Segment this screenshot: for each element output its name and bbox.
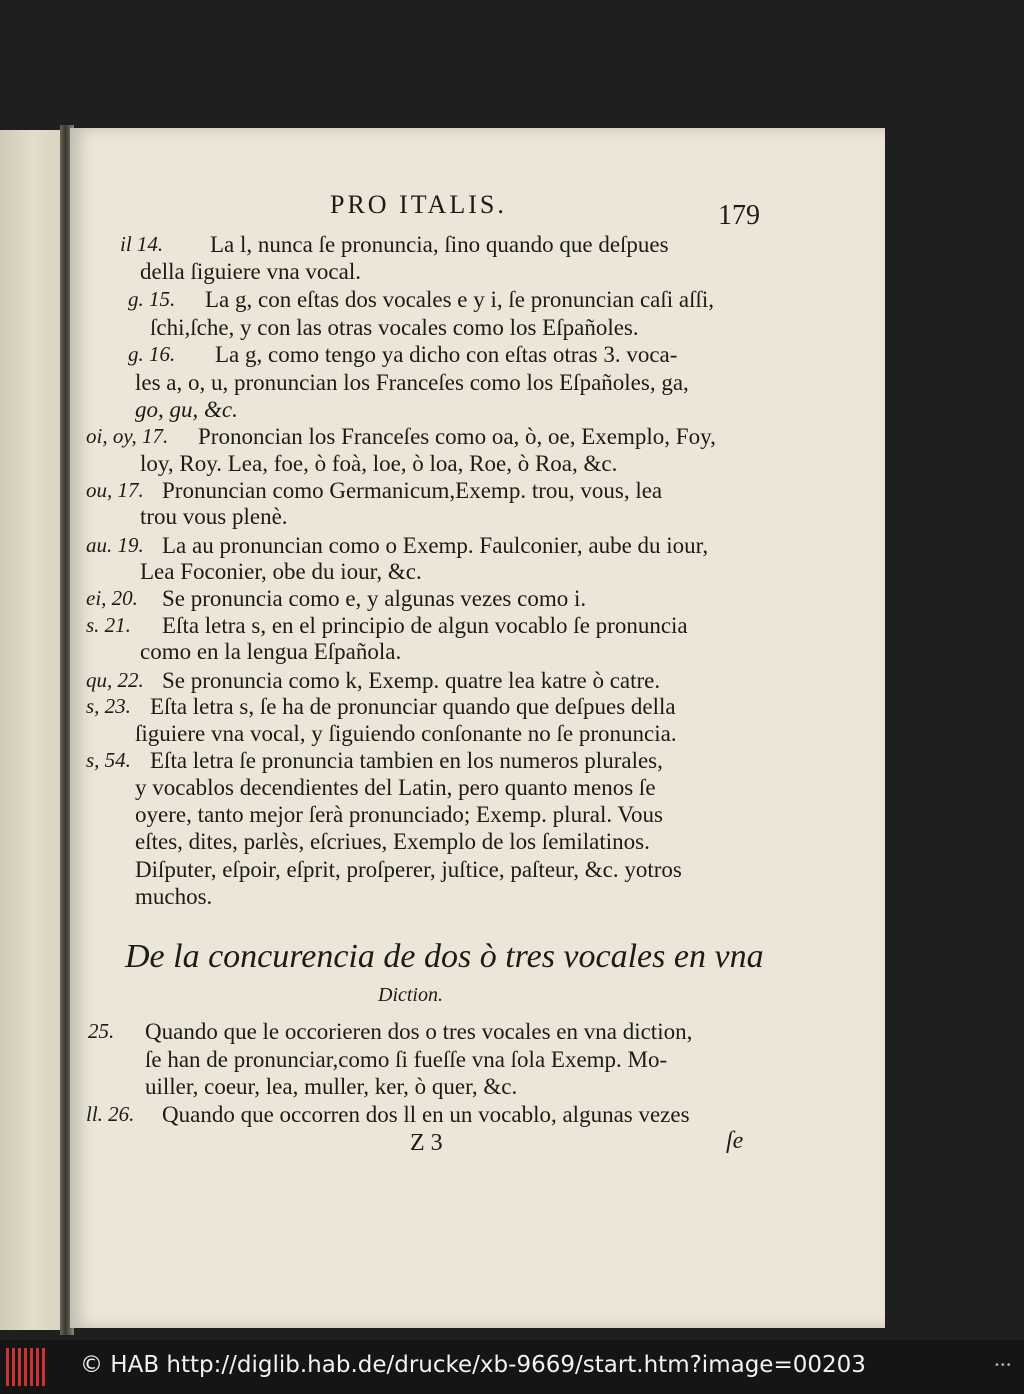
signature-mark: Z 3 xyxy=(410,1130,443,1156)
margin-note: s, 54. xyxy=(86,748,131,772)
margin-note: ll. 26. xyxy=(86,1102,135,1126)
text-line: trou vous plenè. xyxy=(140,504,288,529)
section-subtitle: Diction. xyxy=(378,984,443,1006)
text-line: Se pronuncia como e, y algunas vezes como i. xyxy=(162,586,587,611)
hab-logo-icon xyxy=(6,1348,46,1386)
text-line: Lea Foconier, obe du iour, &c. xyxy=(140,559,422,584)
text-line: Eſta letra ſe pronuncia tambien en los numeros plurales, xyxy=(150,748,663,773)
page-number: 179 xyxy=(718,200,760,231)
margin-note: ei, 20. xyxy=(86,586,138,610)
margin-note: au. 19. xyxy=(86,533,144,557)
margin-note: ou, 17. xyxy=(86,478,144,502)
text-line: les a, o, u, pronuncian los Franceſes como los Eſpañoles, ga, xyxy=(135,370,689,395)
text-line: La g, como tengo ya dicho con eſtas otras 3. voca- xyxy=(215,342,678,367)
text-line: della ſiguiere vna vocal. xyxy=(140,259,361,284)
text-line: oyere, tanto mejor ſerà pronunciado; Exemp. plural. Vous xyxy=(135,802,664,827)
text-line: Pronuncian como Germanicum,Exemp. trou, vous, lea xyxy=(162,478,663,503)
text-line: uiller, coeur, lea, muller, ker, ò quer, &c. xyxy=(145,1074,518,1099)
text-line: Se pronuncia como k, Exemp. quatre lea katre ò catre. xyxy=(162,668,661,693)
margin-note: g. 15. xyxy=(128,287,176,311)
footer-bar xyxy=(0,1340,1024,1394)
text-line: como en la lengua Eſpañola. xyxy=(140,639,402,664)
running-head: PRO ITALIS. xyxy=(330,190,507,219)
margin-note: il 14. xyxy=(120,232,164,256)
page-text xyxy=(70,128,885,1328)
copyright-link[interactable]: © HAB http://diglib.hab.de/drucke/xb-9669/start.htm?image=00203 xyxy=(80,1352,866,1378)
margin-note: s. 21. xyxy=(86,613,131,637)
text-line: La g, con eſtas dos vocales e y i, ſe pronuncian caſi aſſi, xyxy=(205,287,715,312)
section-title: De la concurencia de dos ò tres vocales en vna xyxy=(125,938,764,975)
text-line: Quando que occorren dos ll en un vocablo, algunas vezes xyxy=(162,1102,690,1127)
text-line: La au pronuncian como o Exemp. Faulconier, aube du iour, xyxy=(162,533,709,558)
previous-page-edge xyxy=(0,130,66,1330)
text-line: Eſta letra s, en el principio de algun vocablo ſe pronuncia xyxy=(162,613,688,638)
text-line: y vocablos decendientes del Latin, pero quanto menos ſe xyxy=(135,775,656,800)
text-line: eſtes, dites, parlès, eſcriues, Exemplo de los ſemilatinos. xyxy=(135,829,650,854)
text-line: ſe han de pronunciar,como ſi fueſſe vna ſola Exemp. Mo- xyxy=(145,1047,668,1072)
margin-note: g. 16. xyxy=(128,342,176,366)
text-line: Eſta letra s, ſe ha de pronunciar quando que deſpues della xyxy=(150,694,676,719)
margin-note: oi, oy, 17. xyxy=(86,424,169,448)
text-line: muchos. xyxy=(135,884,213,909)
text-line: loy, Roy. Lea, foe, ò foà, loe, ò loa, Roe, ò Roa, &c. xyxy=(140,451,618,476)
text-line: La l, nunca ſe pronuncia, ſino quando que deſpues xyxy=(210,232,669,257)
book-page xyxy=(70,128,885,1328)
more-icon[interactable]: ••• xyxy=(994,1360,1012,1371)
catchword: ſe xyxy=(726,1128,744,1154)
text-line: Prononcian los Franceſes como oa, ò, oe, Exemplo, Foy, xyxy=(198,424,716,449)
margin-note: 25. xyxy=(88,1019,115,1043)
text-line: Quando que le occorieren dos o tres vocales en vna diction, xyxy=(145,1019,693,1044)
margin-note: s, 23. xyxy=(86,694,131,718)
text-line: ſiguiere vna vocal, y ſiguiendo conſonante no ſe pronuncia. xyxy=(135,721,677,746)
text-line: ſchi,ſche, y con las otras vocales como los Eſpañoles. xyxy=(150,315,639,340)
margin-note: qu, 22. xyxy=(86,668,144,692)
text-line: Diſputer, eſpoir, eſprit, proſperer, juſtice, paſteur, &c. yotros xyxy=(135,857,682,882)
text-line: go, gu, &c. xyxy=(135,397,238,422)
